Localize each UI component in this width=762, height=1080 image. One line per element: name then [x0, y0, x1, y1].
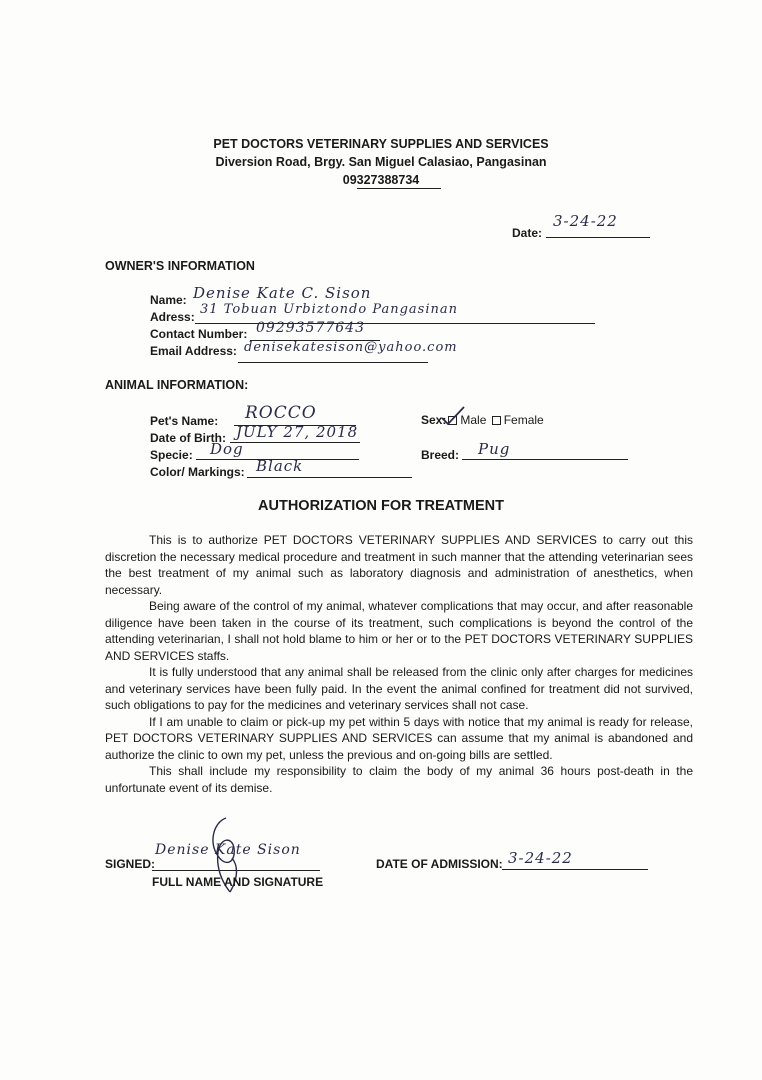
signed-label: SIGNED: [105, 857, 156, 871]
dob-label: Date of Birth: [150, 431, 226, 445]
clinic-name: PET DOCTORS VETERINARY SUPPLIES AND SERVICES [213, 137, 549, 151]
address-underline [195, 323, 595, 324]
clinic-phone: 09327388734 [342, 173, 420, 187]
owner-name-label: Name: [150, 293, 187, 307]
clinic-address: Diversion Road, Brgy. San Miguel Calasiao, Pangasinan [215, 155, 547, 169]
specie-value[interactable]: Dog [210, 440, 244, 458]
color-value[interactable]: Black [256, 457, 304, 475]
owner-address-value[interactable]: 31 Tobuan Urbiztondo Pangasinan [200, 302, 458, 317]
specie-label: Specie: [150, 448, 193, 462]
date-value[interactable]: 3-24-22 [553, 212, 618, 230]
breed-underline [462, 459, 628, 460]
paragraph: This shall include my responsibility to claim the body of my animal 36 hours post-death in the unfortunate event of its demise. [105, 764, 693, 795]
contact-value[interactable]: 09293577643 [256, 320, 365, 336]
sex-label: Sex: [421, 413, 447, 427]
owner-section-title: OWNER'S INFORMATION [105, 259, 255, 273]
color-label: Color/ Markings: [150, 465, 245, 479]
breed-value[interactable]: Pug [478, 440, 511, 458]
admission-underline [502, 869, 648, 870]
email-underline [238, 362, 428, 363]
admission-label: DATE OF ADMISSION: [376, 857, 503, 871]
phone-underline [357, 188, 441, 189]
breed-label: Breed: [421, 448, 460, 462]
female-checkbox[interactable] [492, 416, 501, 425]
paragraph: If I am unable to claim or pick-up my pet within 5 days with notice that my animal is ready for release, PET DOCTORS VETERINARY SUPPLIES AND SERVICES can assume that my animal is abandoned and authorize the clinic to own my pet, unless the previous and on-going bills are settled. [105, 714, 693, 762]
email-label: Email Address: [150, 344, 237, 358]
paragraph: It is fully understood that any animal shall be released from the clinic only after charges for medicines and veterinary services have been fully paid. In the event the animal confined for treatment did not survived, such obligations to pay for the medicines and veterinary services shall not case. [105, 665, 693, 712]
signed-value[interactable]: Denise Kate Sison [155, 842, 301, 858]
authorization-title: AUTHORIZATION FOR TREATMENT [258, 498, 504, 514]
authorization-body [105, 532, 693, 796]
email-value[interactable]: denisekatesison@yahoo.com [244, 340, 458, 355]
pet-name-value[interactable]: ROCCO [245, 403, 317, 423]
color-underline [247, 477, 412, 478]
male-checkmark-icon [438, 404, 468, 428]
contact-label: Contact Number: [150, 327, 248, 341]
animal-section-title: ANIMAL INFORMATION: [105, 378, 249, 392]
dob-underline [230, 442, 360, 443]
paragraph: This is to authorize PET DOCTORS VETERINARY SUPPLIES AND SERVICES to carry out this discretion the necessary medical procedure and treatment in such manner that the attending veterinarian sees the best treatment of my animal such as laboratory diagnosis and administration of anesthetics, when necessary. [105, 533, 693, 597]
owner-name-value[interactable]: Denise Kate C. Sison [193, 284, 372, 302]
date-label: Date: [512, 226, 543, 240]
owner-address-label: Adress: [150, 310, 195, 324]
pet-name-label: Pet's Name: [150, 414, 219, 428]
admission-value[interactable]: 3-24-22 [508, 849, 573, 867]
male-option-label: Male [460, 413, 487, 427]
signature-caption: FULL NAME AND SIGNATURE [152, 875, 324, 889]
female-option-label: Female [503, 413, 544, 427]
date-underline [546, 237, 650, 238]
paragraph: Being aware of the control of my animal, whatever complications that may occur, and after reasonable diligence have been taken in the course of its treatment, such complications is beyond the control of the attending veterinarian, I shall not hold blame to him or her or to the PET DOCTORS VETERINARY SUPPLIES AND SERVICES staffs. [105, 599, 693, 663]
dob-value[interactable]: JULY 27, 2018 [236, 423, 359, 441]
